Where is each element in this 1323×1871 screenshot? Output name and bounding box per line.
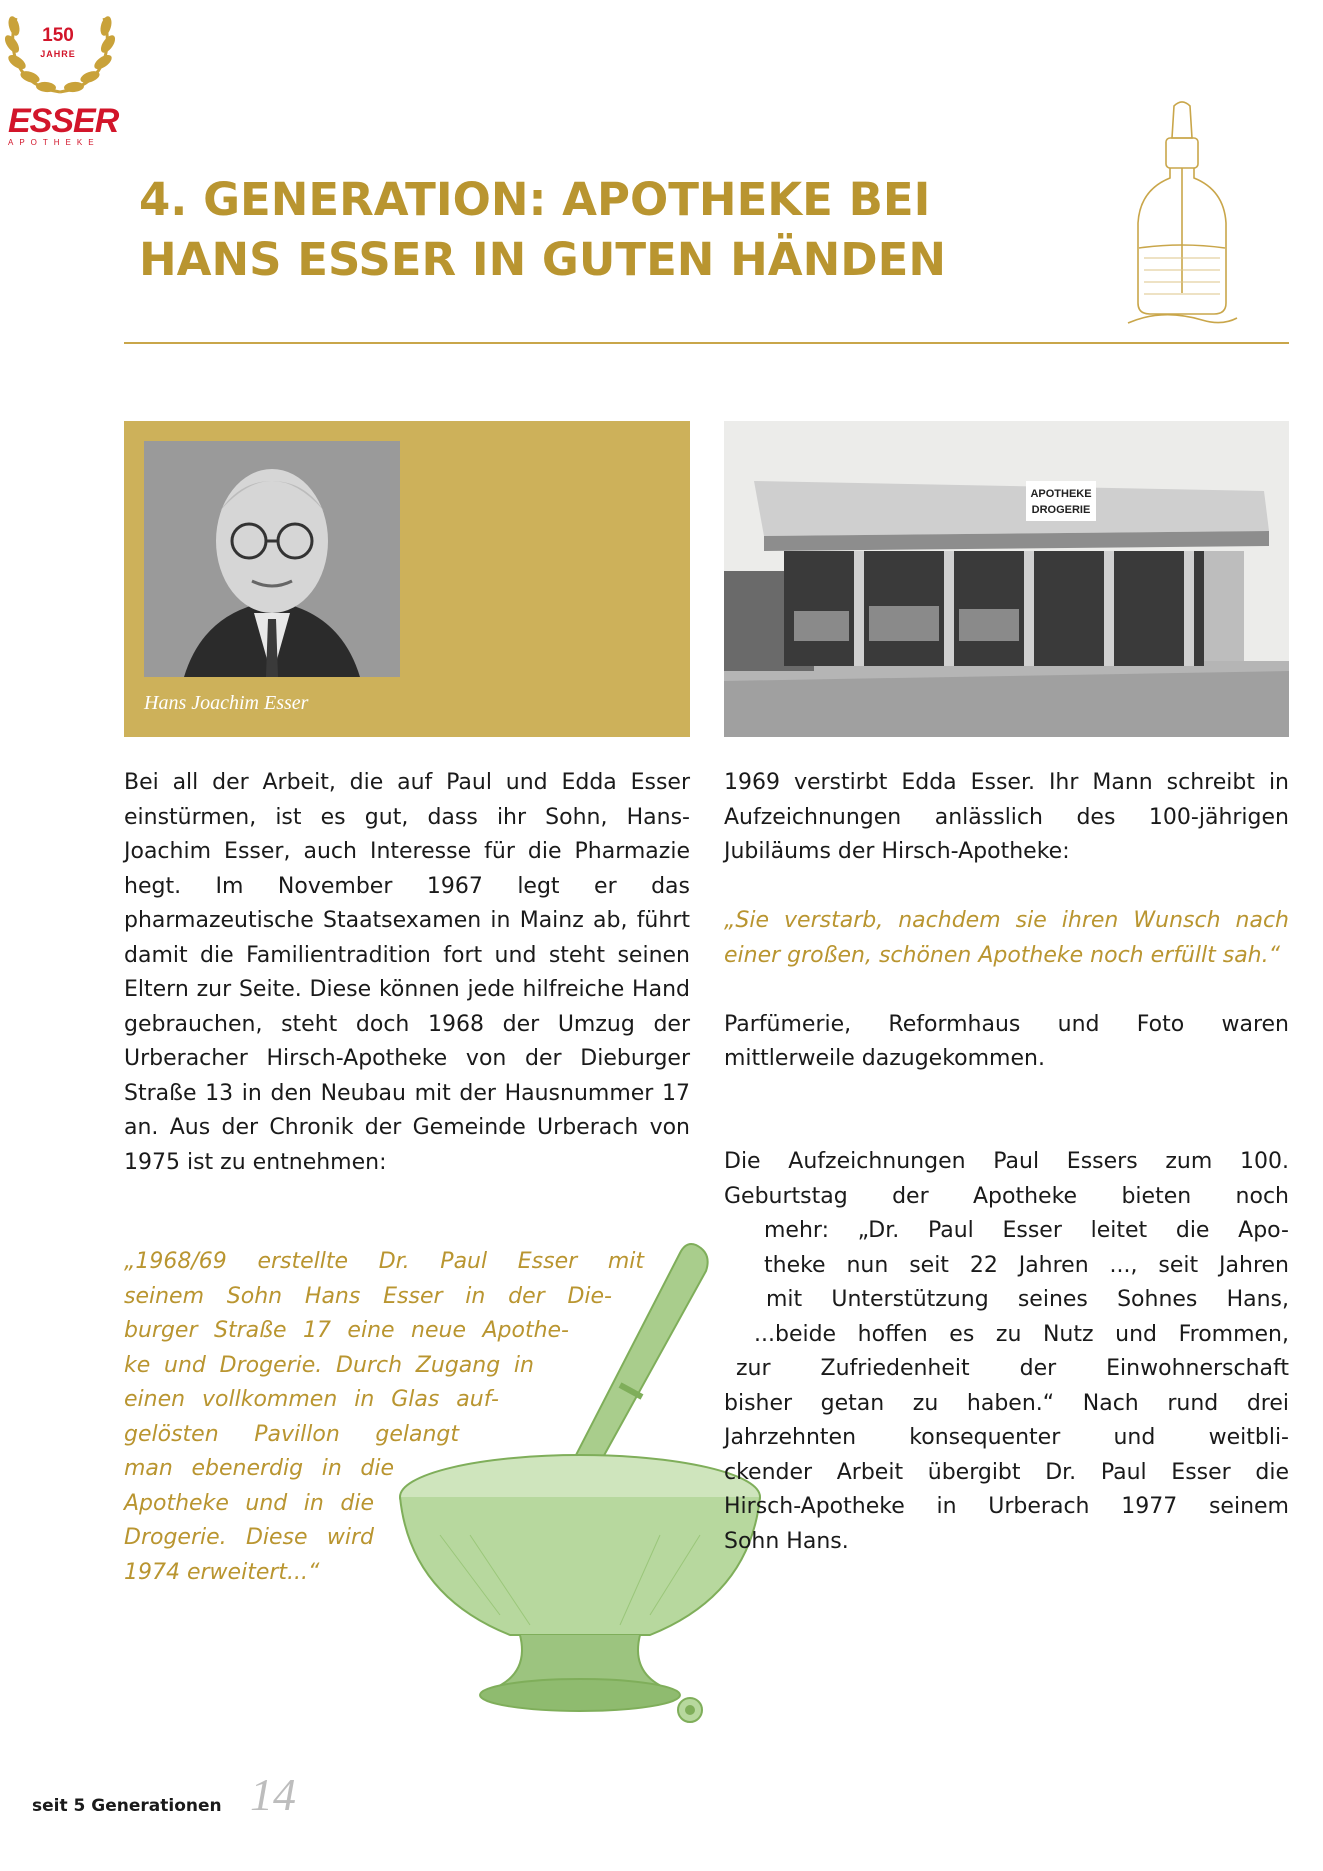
- right-column-text: [724, 766, 1289, 1111]
- left-paragraph: Bei all der Arbeit, die auf Paul und Edda Esser einstürmen, ist es gut, dass ihr Sohn, Hans-Joachim Esser, auch Interesse für die Pharmazie hegt. Im November 1967 legt er das pharmazeutische Staatsexamen in Mainz ab, führt damit die Familientradition fort und steht seinen Eltern zur Seite. Diese können jede hilfreiche Hand gebrauchen, steht doch 1968 der Umzug der Urberacher Hirsch-Apotheke von der Dieburger Straße 13 in den Neubau mit der Hausnummer 17 an. Aus der Chronik der Gemeinde Urberach von 1975 ist zu entnehmen:: [124, 770, 690, 1175]
- right-final-line: Geburtstag der Apotheke bieten noch: [724, 1183, 1289, 1209]
- right-final-line: ckender Arbeit übergibt Dr. Paul Esser die: [724, 1459, 1289, 1485]
- left-quote: [124, 1245, 644, 1590]
- left-quote-line: man ebenerdig in die: [124, 1456, 394, 1481]
- title-line-2: HANS ESSER IN GUTEN HÄNDEN: [139, 233, 947, 286]
- left-quote-line: gelösten Pavillon gelangt: [124, 1421, 459, 1447]
- right-final-line: bisher getan zu haben.“ Nach rund drei: [724, 1390, 1289, 1416]
- title-divider: [124, 342, 1289, 344]
- store-sign-line-1: APOTHEKE: [1030, 488, 1092, 500]
- pharmacy-building-photo: [724, 421, 1289, 737]
- right-final-line: ...beide hoffen es zu Nutz und Frommen,: [754, 1321, 1289, 1347]
- title-line-1: 4. GENERATION: APOTHEKE BEI: [139, 173, 931, 226]
- page-number: 14: [250, 1769, 296, 1820]
- right-final-line: mit Unterstützung seines Sohnes Hans,: [766, 1287, 1289, 1312]
- footer-label: seit 5 Generationen: [32, 1796, 222, 1816]
- left-quote-line: einen vollkommen in Glas auf-: [124, 1387, 499, 1412]
- right-quote: „Sie verstarb, nachdem sie ihren Wunsch nach einer großen, schönen Apotheke noch erfüllt sah.“: [724, 908, 1289, 968]
- left-quote-line: 1974 erweitert...“: [124, 1559, 320, 1585]
- right-final-line: Die Aufzeichnungen Paul Essers zum 100.: [724, 1149, 1289, 1174]
- right-paragraph-2: Parfümerie, Reformhaus und Foto waren mittlerweile dazugekommen.: [724, 1011, 1289, 1071]
- left-quote-line: ke und Drogerie. Durch Zugang in: [124, 1352, 534, 1378]
- logo-badge-label: JAHRE: [40, 49, 76, 59]
- left-quote-line: seinem Sohn Hans Esser in der Die-: [124, 1283, 612, 1309]
- left-column-text: [124, 766, 690, 1180]
- right-final-paragraph: [724, 1145, 1289, 1559]
- left-quote-line: „1968/69 erstellte Dr. Paul Esser mit: [124, 1249, 644, 1274]
- right-final-line: Hirsch-Apotheke in Urberach 1977 seinem: [724, 1494, 1289, 1519]
- store-sign-line-2: DROGERIE: [1031, 504, 1091, 516]
- left-quote-line: burger Straße 17 eine neue Apothe-: [124, 1318, 569, 1343]
- right-final-line: Sohn Hans.: [724, 1528, 849, 1554]
- portrait-photo: [144, 441, 400, 677]
- right-final-line: Jahrzehnten konsequenter und weitbli-: [724, 1425, 1289, 1450]
- right-final-line: zur Zufriedenheit der Einwohnerschaft: [736, 1356, 1289, 1381]
- left-quote-line: Apotheke und in die: [124, 1490, 374, 1516]
- left-quote-line: Drogerie. Diese wird: [124, 1525, 374, 1550]
- page-title: [139, 170, 1039, 290]
- logo-badge-number: 150: [42, 25, 74, 46]
- logo-brand: ESSER: [8, 102, 119, 140]
- logo-brand-sub: APOTHEKE: [8, 138, 100, 147]
- esser-apotheke-logo: [0, 0, 120, 150]
- right-final-line: theke nun seit 22 Jahren ..., seit Jahren: [764, 1252, 1289, 1278]
- right-final-line: mehr: „Dr. Paul Esser leitet die Apo-: [764, 1218, 1289, 1243]
- portrait-caption: Hans Joachim Esser: [144, 692, 309, 714]
- pipette-bottle-illustration: [1122, 98, 1242, 333]
- right-paragraph-1: 1969 verstirbt Edda Esser. Ihr Mann schreibt in Aufzeichnungen anlässlich des 100-jährigen Jubiläums der Hirsch-Apotheke:: [724, 770, 1289, 864]
